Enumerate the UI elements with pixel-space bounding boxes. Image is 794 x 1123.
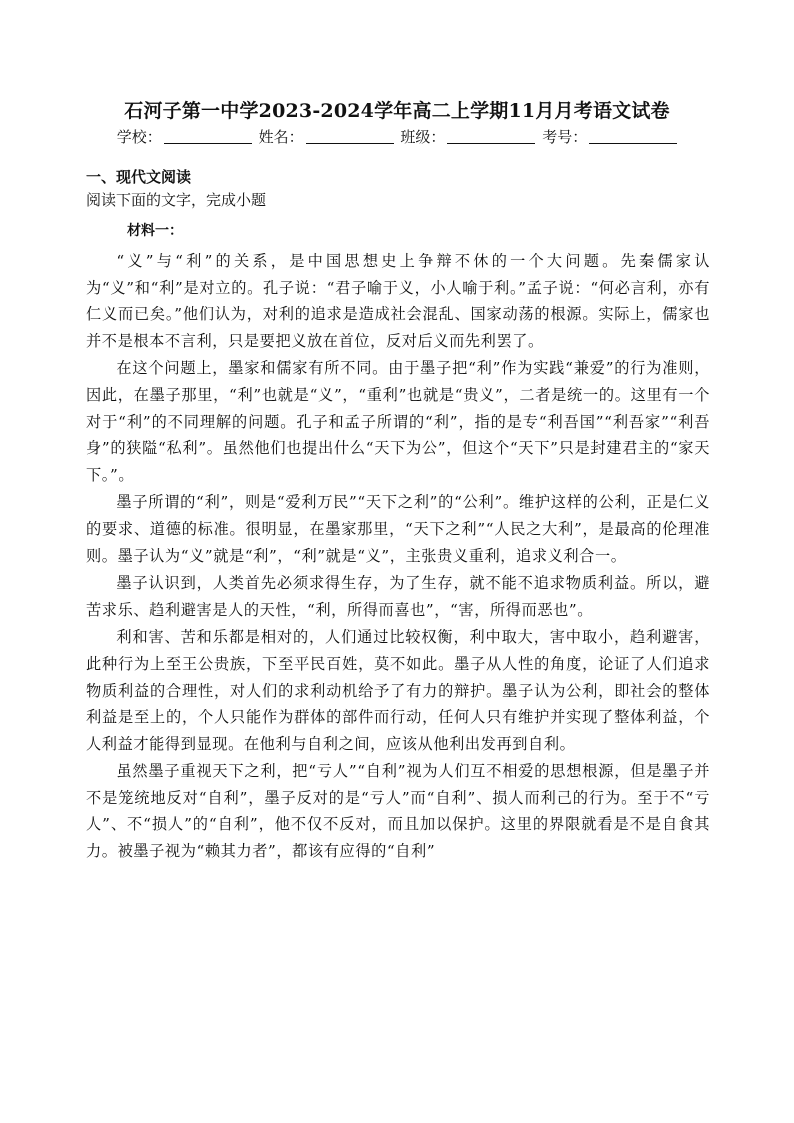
school-field [117, 126, 252, 147]
exam-number-blank[interactable] [589, 129, 677, 144]
material-label: 材料一： [127, 223, 183, 239]
passage-paragraph: “义”与“利”的关系，是中国思想史上争辩不休的一个大问题。先秦儒家认为“义”和“利”是对立的。孔子说：“君子喻于义，小人喻于利。”孟子说：“何必言利，亦有仁义而已矣。”他们认为，对利的追求是造成社会混乱、国家动荡的根源。实际上，儒家也并不是根本不言利，只是要把义放在首位，反对后义而先利罢了。 [86, 252, 710, 350]
passage-paragraph: 墨子认识到，人类首先必须求得生存，为了生存，就不能不追求物质利益。所以，避苦求乐、趋利避害是人的天性，“利，所得而喜也”，“害，所得而恶也”。 [86, 574, 710, 619]
reading-instruction: 阅读下面的文字，完成小题 [86, 191, 267, 209]
class-blank[interactable] [447, 129, 535, 144]
name-blank[interactable] [306, 129, 394, 144]
class-field [400, 126, 535, 147]
school-blank[interactable] [164, 129, 252, 144]
name-field [259, 126, 394, 147]
name-label: 姓名： [258, 128, 304, 146]
passage-paragraph: 墨子所谓的“利”，则是“爱利万民”“天下之利”的“公利”。维护这样的公利，正是仁义的要求、道德的标准。很明显，在墨家那里，“天下之利”“人民之大利”，是最高的伦理准则。墨子认为“义”就是“利”，“利”就是“义”，主张贵义重利，追求义利合一。 [86, 493, 710, 565]
passage-body [86, 248, 710, 866]
passage-paragraph: 虽然墨子重视天下之利，把“亏人”“自利”视为人们互不相爱的思想根源，但是墨子并不是笼统地反对“自利”，墨子反对的是“亏人”而“自利”、损人而利己的行为。至于不“亏人”、不“损人”的“自利”，他不仅不反对，而且加以保护。这里的界限就看是不是自食其力。被墨子视为“赖其力者”，都该有应得的“自利” [86, 762, 710, 861]
student-info-line [0, 126, 794, 147]
passage-paragraph: 利和害、苦和乐都是相对的，人们通过比较权衡，利中取大，害中取小，趋利避害，此种行为上至王公贵族，下至平民百姓，莫不如此。墨子从人性的角度，论证了人们追求物质利益的合理性，对人们的求利动机给予了有力的辩护。墨子认为公利，即社会的整体利益是至上的，个人只能作为群体的部件而行动，任何人只有维护并实现了整体利益，个人利益才能得到显现。在他利与自利之间，应该从他利出发再到自利。 [86, 628, 710, 753]
exam-title: 石河子第一中学2023-2024学年高二上学期11月月考语文试卷 [124, 100, 670, 122]
section-heading: 一、现代文阅读 [86, 168, 192, 186]
passage-paragraph: 在这个问题上，墨家和儒家有所不同。由于墨子把“利”作为实践“兼爱”的行为准则，因此，在墨子那里，“利”也就是“义”，“重利”也就是“贵义”，二者是统一的。这里有一个对于“利”的不同理解的问题。孔子和孟子所谓的“利”，指的是专“利吾国”“利吾家”“利吾身”的狭隘“私利”。虽然他们也提出什么“天下为公”，但这个“天下”只是封建君主的“家天下。”。 [86, 359, 710, 484]
exam-number-label: 考号： [542, 128, 588, 146]
exam-number-field [542, 126, 677, 147]
class-label: 班级： [400, 128, 446, 146]
school-label: 学校： [116, 128, 162, 146]
